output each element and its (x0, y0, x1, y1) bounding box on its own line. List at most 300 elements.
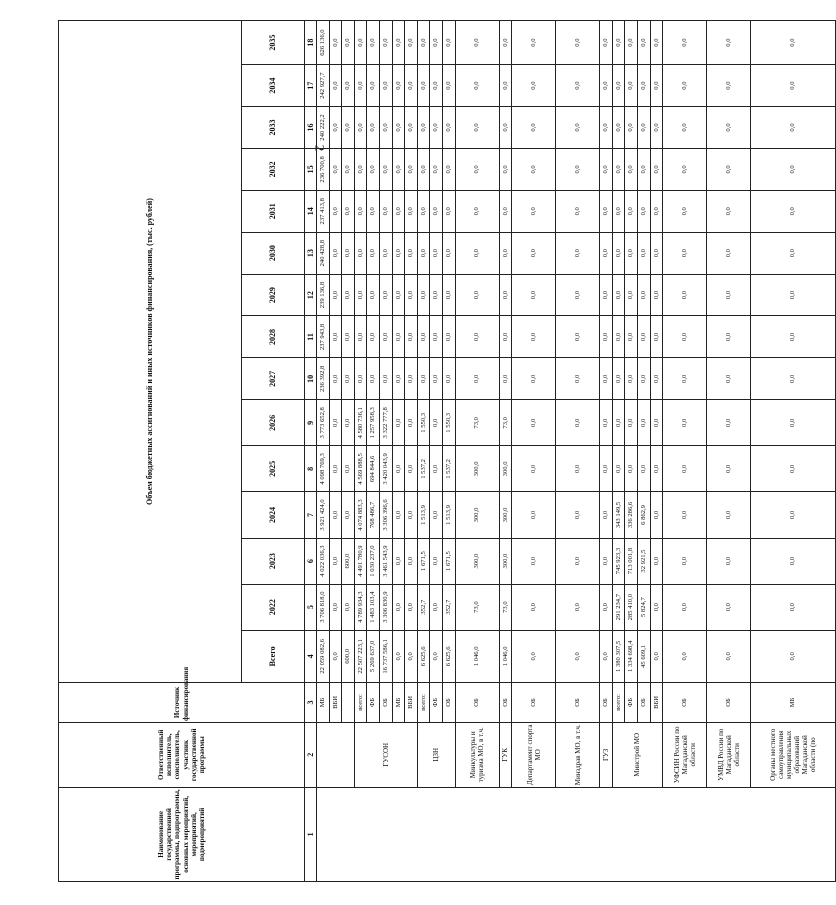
value-cell: 0,0 (499, 107, 512, 149)
source-cell: ФБ (625, 683, 638, 723)
value-cell: 0,0 (707, 316, 751, 358)
value-cell: 0,0 (637, 190, 650, 232)
value-cell: 0,0 (329, 538, 342, 584)
value-cell: 0,0 (707, 190, 751, 232)
value-cell: 0,0 (379, 148, 392, 190)
value-cell: 0,0 (329, 65, 342, 107)
value-cell: 0,0 (455, 358, 499, 400)
value-cell: 1 046,0 (499, 630, 512, 682)
header-col-number: 11 (305, 316, 317, 358)
header-year: 2027 (242, 358, 305, 400)
value-cell: 0,0 (392, 400, 405, 446)
value-cell: 0,0 (342, 148, 355, 190)
value-cell: 343 149,5 (612, 492, 625, 538)
value-cell: 0,0 (354, 148, 367, 190)
executor-cell: ГУЗ (600, 722, 613, 787)
value-cell: 0,0 (342, 316, 355, 358)
value-cell: 0,0 (392, 21, 405, 65)
value-cell: 0,0 (405, 148, 418, 190)
value-cell: 0,0 (556, 190, 600, 232)
table-row (751, 21, 836, 882)
value-cell: 0,0 (342, 400, 355, 446)
value-cell: 240 428,8 (317, 232, 330, 274)
value-cell: 0,0 (663, 538, 707, 584)
value-cell: 1 671,5 (442, 538, 455, 584)
value-cell: 0,0 (405, 232, 418, 274)
value-cell: 0,0 (392, 630, 405, 682)
value-cell: 0,0 (430, 21, 443, 65)
value-cell: 0,0 (455, 107, 499, 149)
value-cell: 3 921 424,0 (317, 492, 330, 538)
header-year: 2026 (242, 400, 305, 446)
header-col-number: 6 (305, 538, 317, 584)
value-cell: 768 486,7 (367, 492, 380, 538)
executor-cell (317, 722, 355, 787)
value-cell: 0,0 (430, 65, 443, 107)
value-cell: 285 410,0 (625, 584, 638, 630)
value-cell: 0,0 (751, 538, 836, 584)
header-year: 2033 (242, 107, 305, 149)
header-col-number: 17 (305, 65, 317, 107)
header-program-name: Наименование государственной программы, подпрограммы, основных мероприятий, мероприятий, подмероприятий (59, 787, 305, 881)
value-cell: 0,0 (499, 316, 512, 358)
value-cell: 0,0 (650, 316, 663, 358)
value-cell: 0,0 (751, 21, 836, 65)
value-cell: 3 306 830,9 (379, 584, 392, 630)
table-row (417, 21, 430, 882)
executor-cell: УМВД России по Магаданской области (707, 722, 751, 787)
value-cell: 3 306 396,6 (379, 492, 392, 538)
value-cell: 0,0 (430, 400, 443, 446)
executor-cell: ЦЗН (417, 722, 455, 787)
value-cell: 0,0 (367, 65, 380, 107)
value-cell: 0,0 (342, 107, 355, 149)
value-cell: 0,0 (354, 107, 367, 149)
value-cell: 0,0 (405, 400, 418, 446)
value-cell: 0,0 (751, 232, 836, 274)
value-cell: 0,0 (342, 21, 355, 65)
value-cell: 0,0 (379, 107, 392, 149)
table-row (600, 21, 613, 882)
value-cell: 0,0 (625, 316, 638, 358)
value-cell: 0,0 (707, 538, 751, 584)
value-cell: 0,0 (329, 21, 342, 65)
value-cell: 0,0 (625, 190, 638, 232)
header-col-number: 4 (305, 630, 317, 682)
value-cell: 0,0 (650, 446, 663, 492)
value-cell: 600,0 (342, 538, 355, 584)
value-cell: 0,0 (417, 65, 430, 107)
value-cell: 0,0 (650, 630, 663, 682)
value-cell: 0,0 (455, 65, 499, 107)
value-cell: 0,0 (405, 65, 418, 107)
executor-cell: Минстрой МО (612, 722, 662, 787)
header-source: Источник финансирования (59, 683, 305, 723)
value-cell: 0,0 (417, 107, 430, 149)
value-cell: 0,0 (625, 358, 638, 400)
value-cell: 0,0 (442, 274, 455, 316)
value-cell: 0,0 (499, 358, 512, 400)
value-cell: 73,0 (499, 400, 512, 446)
value-cell: 0,0 (367, 21, 380, 65)
value-cell: 0,0 (430, 316, 443, 358)
header-col-number: 15 (305, 148, 317, 190)
header-col-number: 10 (305, 358, 317, 400)
value-cell: 0,0 (405, 358, 418, 400)
value-cell: 0,0 (663, 21, 707, 65)
source-cell: ФБ (430, 683, 443, 723)
value-cell: 0,0 (442, 21, 455, 65)
value-cell: 0,0 (650, 358, 663, 400)
value-cell: 0,0 (612, 316, 625, 358)
value-cell: 300,0 (499, 538, 512, 584)
value-cell: 0,0 (430, 190, 443, 232)
value-cell: 0,0 (379, 358, 392, 400)
table-row (612, 21, 625, 882)
value-cell: 300,0 (455, 446, 499, 492)
value-cell: 16 737 586,1 (379, 630, 392, 682)
value-cell: 0,0 (512, 148, 556, 190)
value-cell: 0,0 (751, 107, 836, 149)
value-cell: 300,0 (499, 492, 512, 538)
value-cell: 0,0 (512, 274, 556, 316)
value-cell: 0,0 (417, 358, 430, 400)
value-cell: 1 550,3 (417, 400, 430, 446)
header-col-number: 13 (305, 232, 317, 274)
header-year: 2031 (242, 190, 305, 232)
value-cell: 0,0 (625, 107, 638, 149)
value-cell: 0,0 (329, 492, 342, 538)
value-cell: 0,0 (430, 232, 443, 274)
executor-cell: УФСИН России по Магаданской области (663, 722, 707, 787)
header-col-number: 18 (305, 21, 317, 65)
value-cell: 1 334 698,4 (625, 630, 638, 682)
value-cell: 0,0 (405, 107, 418, 149)
value-cell: 0,0 (556, 538, 600, 584)
value-cell: 0,0 (650, 400, 663, 446)
header-year: 2032 (242, 148, 305, 190)
value-cell: 0,0 (556, 232, 600, 274)
source-cell: всего: (612, 683, 625, 723)
value-cell: 0,0 (392, 492, 405, 538)
value-cell: 0,0 (612, 21, 625, 65)
header-col-number: 7 (305, 492, 317, 538)
value-cell: 0,0 (637, 358, 650, 400)
value-cell: 4 491 780,9 (354, 538, 367, 584)
source-cell: ОБ (379, 683, 392, 723)
value-cell: 0,0 (512, 584, 556, 630)
value-cell: 0,0 (556, 316, 600, 358)
value-cell: 242 927,7 (317, 65, 330, 107)
value-cell: 694 844,6 (367, 446, 380, 492)
value-cell: 0,0 (650, 148, 663, 190)
value-cell: 0,0 (354, 65, 367, 107)
value-cell: 0,0 (392, 358, 405, 400)
table-row (455, 21, 499, 882)
value-cell: 0,0 (405, 492, 418, 538)
value-cell: 0,0 (329, 446, 342, 492)
value-cell: 0,0 (342, 190, 355, 232)
value-cell: 0,0 (600, 492, 613, 538)
value-cell: 0,0 (650, 492, 663, 538)
value-cell: 0,0 (625, 65, 638, 107)
value-cell: 0,0 (751, 446, 836, 492)
value-cell: 0,0 (600, 584, 613, 630)
header-col-number: 16 (305, 107, 317, 149)
value-cell: 0,0 (625, 400, 638, 446)
value-cell: 0,0 (512, 492, 556, 538)
table-row (512, 21, 556, 882)
value-cell: 0,0 (405, 316, 418, 358)
value-cell: 1 537,2 (417, 446, 430, 492)
value-cell: 0,0 (430, 358, 443, 400)
value-cell: 0,0 (354, 21, 367, 65)
value-cell: 0,0 (663, 274, 707, 316)
value-cell: 0,0 (417, 316, 430, 358)
value-cell: 0,0 (392, 584, 405, 630)
value-cell: 0,0 (637, 274, 650, 316)
header-year: 2028 (242, 316, 305, 358)
value-cell: 73,0 (455, 584, 499, 630)
value-cell: 3 773 652,8 (317, 400, 330, 446)
value-cell: 237 943,8 (317, 316, 330, 358)
value-cell: 73,0 (499, 584, 512, 630)
value-cell: 0,0 (455, 21, 499, 65)
value-cell: 0,0 (707, 358, 751, 400)
value-cell: 0,0 (354, 232, 367, 274)
value-cell: 0,0 (600, 190, 613, 232)
header-col-number: 14 (305, 190, 317, 232)
value-cell: 0,0 (625, 274, 638, 316)
header-financing-group: Объем бюджетных ассигнований и иных источников финансирования, (тыс. рублей) (59, 21, 242, 683)
source-cell: ОБ (556, 683, 600, 723)
value-cell: 0,0 (499, 274, 512, 316)
value-cell: 3 706 818,0 (317, 584, 330, 630)
value-cell: 0,0 (612, 400, 625, 446)
value-cell: 0,0 (329, 400, 342, 446)
value-cell: 0,0 (600, 358, 613, 400)
source-cell: ОБ (637, 683, 650, 723)
value-cell: 0,0 (417, 232, 430, 274)
value-cell: 352,7 (417, 584, 430, 630)
value-cell: 0,0 (430, 274, 443, 316)
value-cell: 0,0 (379, 316, 392, 358)
value-cell: 0,0 (430, 446, 443, 492)
value-cell: 0,0 (367, 358, 380, 400)
source-cell: ОБ (600, 683, 613, 723)
value-cell: 0,0 (430, 538, 443, 584)
value-cell: 0,0 (379, 274, 392, 316)
value-cell: 0,0 (751, 148, 836, 190)
value-cell: 0,0 (417, 274, 430, 316)
value-cell: 0,0 (392, 538, 405, 584)
value-cell: 0,0 (625, 21, 638, 65)
value-cell: 0,0 (367, 148, 380, 190)
value-cell: 0,0 (417, 21, 430, 65)
value-cell: 0,0 (342, 446, 355, 492)
value-cell: 1 046,0 (455, 630, 499, 682)
value-cell: 0,0 (405, 538, 418, 584)
value-cell: 0,0 (342, 358, 355, 400)
value-cell: 0,0 (442, 190, 455, 232)
value-cell: 0,0 (354, 190, 367, 232)
value-cell: 4 569 888,5 (354, 446, 367, 492)
executor-cell: ГУСОН (354, 722, 417, 787)
value-cell: 0,0 (329, 584, 342, 630)
value-cell: 0,0 (556, 400, 600, 446)
value-cell: 0,0 (637, 65, 650, 107)
value-cell: 0,0 (612, 190, 625, 232)
value-cell: 73,0 (455, 400, 499, 446)
value-cell: 0,0 (329, 148, 342, 190)
header-year: 2030 (242, 232, 305, 274)
source-cell: ОБ (499, 683, 512, 723)
value-cell: 6 625,6 (417, 630, 430, 682)
value-cell: 0,0 (707, 446, 751, 492)
value-cell: 0,0 (650, 232, 663, 274)
source-cell: МБ (751, 683, 836, 723)
value-cell: 0,0 (379, 190, 392, 232)
value-cell: 0,0 (417, 148, 430, 190)
value-cell: 1 671,5 (417, 538, 430, 584)
source-cell: ОБ (512, 683, 556, 723)
value-cell: 0,0 (751, 316, 836, 358)
header-col-number: 3 (305, 683, 317, 723)
source-cell: ОБ (455, 683, 499, 723)
value-cell: 352,7 (442, 584, 455, 630)
value-cell: 0,0 (512, 400, 556, 446)
value-cell: 0,0 (342, 584, 355, 630)
value-cell: 0,0 (663, 584, 707, 630)
value-cell: 0,0 (650, 274, 663, 316)
value-cell: 1 513,9 (442, 492, 455, 538)
header-year: 2029 (242, 274, 305, 316)
value-cell: 0,0 (600, 316, 613, 358)
value-cell: 0,0 (707, 148, 751, 190)
value-cell: 0,0 (430, 630, 443, 682)
value-cell: 0,0 (367, 190, 380, 232)
value-cell: 0,0 (392, 148, 405, 190)
value-cell: 0,0 (512, 358, 556, 400)
value-cell: 0,0 (392, 107, 405, 149)
value-cell: 0,0 (612, 274, 625, 316)
header-year: 2035 (242, 21, 305, 65)
value-cell: 0,0 (392, 65, 405, 107)
value-cell: 0,0 (625, 232, 638, 274)
value-cell: 0,0 (612, 232, 625, 274)
value-cell: 0,0 (556, 148, 600, 190)
value-cell: 4 789 934,3 (354, 584, 367, 630)
value-cell: 0,0 (367, 107, 380, 149)
value-cell: 0,0 (329, 630, 342, 682)
table-row (707, 21, 751, 882)
financing-table (58, 20, 836, 882)
value-cell: 626 136,0 (317, 21, 330, 65)
value-cell: 1 030 237,0 (367, 538, 380, 584)
value-cell: 0,0 (442, 316, 455, 358)
value-cell: 0,0 (600, 446, 613, 492)
header-year: 2024 (242, 492, 305, 538)
value-cell: 0,0 (637, 148, 650, 190)
value-cell: 0,0 (499, 232, 512, 274)
source-cell: ОБ (442, 683, 455, 723)
value-cell: 240 222,2 (317, 107, 330, 149)
value-cell: 0,0 (650, 190, 663, 232)
source-cell: ФБ (367, 683, 380, 723)
value-cell: 0,0 (600, 21, 613, 65)
value-cell: 0,0 (342, 492, 355, 538)
value-cell: 1 513,9 (417, 492, 430, 538)
source-cell: ВБИ (329, 683, 342, 723)
value-cell: 0,0 (707, 630, 751, 682)
value-cell: 0,0 (512, 232, 556, 274)
value-cell: 0,0 (354, 316, 367, 358)
value-cell: 300,0 (455, 492, 499, 538)
value-cell: 0,0 (512, 21, 556, 65)
value-cell: 0,0 (663, 358, 707, 400)
value-cell: 0,0 (600, 65, 613, 107)
value-cell: 0,0 (600, 274, 613, 316)
value-cell: 0,0 (612, 65, 625, 107)
value-cell: 0,0 (556, 358, 600, 400)
value-cell: 0,0 (663, 630, 707, 682)
value-cell: 0,0 (612, 107, 625, 149)
value-cell: 6 625,6 (442, 630, 455, 682)
value-cell: 0,0 (650, 538, 663, 584)
value-cell: 0,0 (751, 492, 836, 538)
value-cell: 0,0 (650, 107, 663, 149)
value-cell: 0,0 (379, 232, 392, 274)
value-cell: 0,0 (512, 446, 556, 492)
value-cell: 600,0 (342, 630, 355, 682)
value-cell: 236 700,8 (317, 148, 330, 190)
source-cell: МБ (392, 683, 405, 723)
value-cell: 0,0 (600, 400, 613, 446)
executor-cell: Департамент спорта МО (512, 722, 556, 787)
executor-cell: Органы местного самоуправления муниципальных образований Магаданской области (по (751, 722, 836, 787)
value-cell: 0,0 (751, 584, 836, 630)
value-cell: 0,0 (637, 21, 650, 65)
header-year: 2025 (242, 446, 305, 492)
value-cell: 0,0 (600, 107, 613, 149)
value-cell: 0,0 (707, 274, 751, 316)
value-cell: 0,0 (430, 492, 443, 538)
source-cell: всего: (417, 683, 430, 723)
value-cell: 0,0 (751, 274, 836, 316)
source-cell: ОБ (707, 683, 751, 723)
executor-cell: ГУК (499, 722, 512, 787)
value-cell: 0,0 (417, 190, 430, 232)
value-cell: 0,0 (342, 65, 355, 107)
value-cell: 0,0 (329, 107, 342, 149)
value-cell: 0,0 (751, 65, 836, 107)
header-executor: Ответственный исполнитель, соисполнитель, участник государственной программы (59, 722, 305, 787)
source-cell: ВБИ (405, 683, 418, 723)
value-cell: 0,0 (625, 148, 638, 190)
value-cell: 0,0 (367, 274, 380, 316)
value-cell: 0,0 (392, 274, 405, 316)
value-cell: 0,0 (329, 190, 342, 232)
value-cell: 0,0 (405, 190, 418, 232)
value-cell: 0,0 (354, 274, 367, 316)
value-cell: 0,0 (455, 190, 499, 232)
header-col-number: 5 (305, 584, 317, 630)
value-cell: 0,0 (625, 446, 638, 492)
value-cell: 5 269 637,0 (367, 630, 380, 682)
value-cell: 0,0 (556, 21, 600, 65)
value-cell: 0,0 (751, 190, 836, 232)
value-cell: 0,0 (430, 107, 443, 149)
